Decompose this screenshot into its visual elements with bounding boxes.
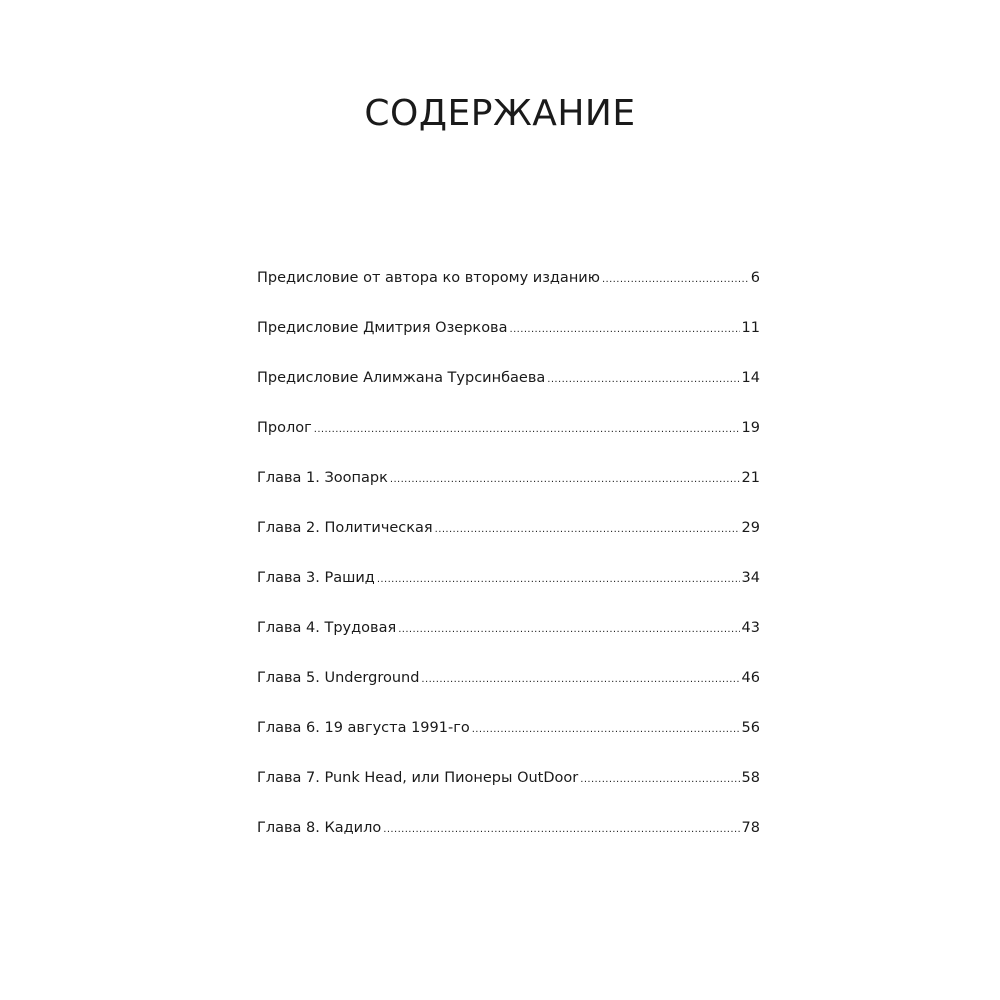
toc-entry-label: Глава 1. Зоопарк <box>257 470 388 486</box>
toc-entry-page-number: 46 <box>741 670 760 686</box>
toc-entry-foreword-second-edition <box>257 266 760 316</box>
dot-leader <box>314 418 740 442</box>
dot-leader <box>472 718 740 742</box>
toc-entry-label: Глава 2. Политическая <box>257 520 433 536</box>
toc-entry-label: Глава 3. Рашид <box>257 570 375 586</box>
toc-entry-chapter-6 <box>257 716 760 766</box>
toc-entry-label: Глава 7. Punk Head, или Пионеры OutDoor <box>257 770 579 786</box>
toc-entry-label: Предисловие Дмитрия Озеркова <box>257 320 508 336</box>
toc-entry-label: Глава 4. Трудовая <box>257 620 397 636</box>
dot-leader <box>383 818 739 842</box>
table-of-contents <box>257 266 760 866</box>
toc-entry-chapter-1 <box>257 466 760 516</box>
toc-entry-label: Предисловие от автора ко второму изданию <box>257 270 600 286</box>
toc-entry-page-number: 43 <box>741 620 760 636</box>
toc-entry-label: Глава 6. 19 августа 1991-го <box>257 720 470 736</box>
toc-entry-page-number: 34 <box>741 570 760 586</box>
dot-leader <box>398 618 739 642</box>
toc-entry-chapter-8 <box>257 816 760 866</box>
toc-entry-label: Предисловие Алимжана Турсинбаева <box>257 370 546 386</box>
dot-leader <box>547 368 739 392</box>
toc-entry-chapter-5 <box>257 666 760 716</box>
toc-entry-page-number: 6 <box>750 270 760 286</box>
toc-entry-page-number: 58 <box>741 770 760 786</box>
toc-entry-foreword-tursinbaev <box>257 366 760 416</box>
dot-leader <box>390 468 740 492</box>
dot-leader <box>435 518 740 542</box>
toc-entry-page-number: 78 <box>741 820 760 836</box>
toc-entry-page-number: 21 <box>741 470 760 486</box>
toc-entry-page-number: 29 <box>741 520 760 536</box>
toc-entry-foreword-ozerkov <box>257 316 760 366</box>
toc-entry-prologue <box>257 416 760 466</box>
dot-leader <box>421 668 739 692</box>
page-title: СОДЕРЖАНИЕ <box>364 93 636 134</box>
toc-entry-page-number: 19 <box>741 420 760 436</box>
toc-entry-page-number: 14 <box>741 370 760 386</box>
toc-entry-label: Пролог <box>257 420 312 436</box>
toc-entry-chapter-7 <box>257 766 760 816</box>
dot-leader <box>580 768 739 792</box>
toc-entry-chapter-2 <box>257 516 760 566</box>
toc-entry-page-number: 56 <box>741 720 760 736</box>
toc-entry-chapter-3 <box>257 566 760 616</box>
toc-entry-page-number: 11 <box>741 320 760 336</box>
toc-entry-label: Глава 5. Underground <box>257 670 420 686</box>
dot-leader <box>602 268 749 292</box>
toc-entry-chapter-4 <box>257 616 760 666</box>
toc-entry-label: Глава 8. Кадило <box>257 820 382 836</box>
dot-leader <box>510 318 740 342</box>
dot-leader <box>377 568 740 592</box>
